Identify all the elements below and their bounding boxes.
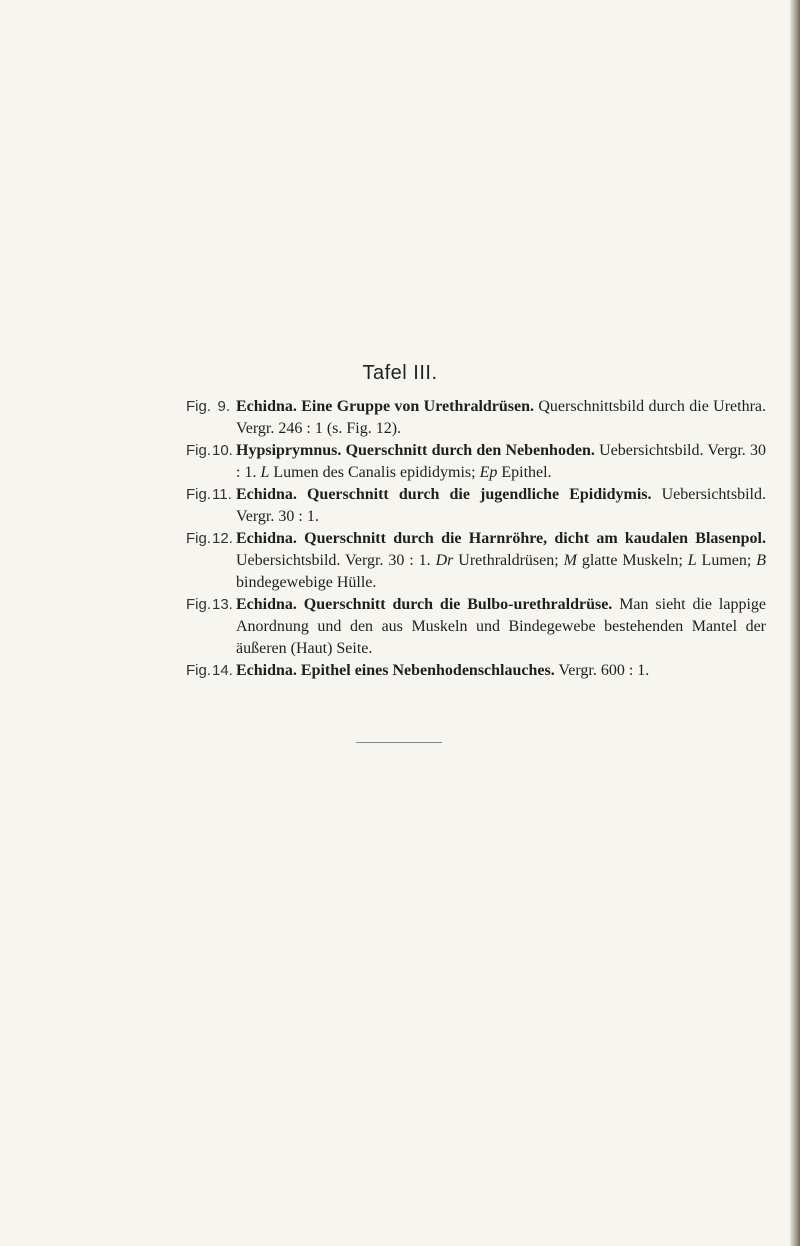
- plate-title: Tafel III.: [362, 362, 438, 384]
- figure-number: [186, 396, 230, 418]
- caption-body: Lumen;: [696, 552, 757, 569]
- figure-caption: [186, 396, 766, 440]
- caption-body: Uebersichtsbild. Vergr. 30 : 1.: [236, 442, 767, 481]
- caption-heading: Echidna. Querschnitt durch die jugendliche Epididymis.: [236, 486, 652, 503]
- figure-index: 14.: [212, 662, 233, 679]
- figure-index: 13.: [212, 596, 233, 613]
- caption-symbol: L: [687, 552, 697, 569]
- caption-body: Uebersichtsbild. Vergr. 30 : 1.: [236, 486, 766, 525]
- caption-heading: Hypsiprymnus. Querschnitt durch den Nebenhoden.: [236, 442, 595, 459]
- caption-text: [236, 594, 766, 660]
- figure-label: Fig.: [186, 530, 212, 547]
- figure-number: [186, 594, 233, 616]
- caption-body: glatte Muskeln;: [576, 552, 688, 569]
- figure-label: Fig.: [186, 662, 212, 679]
- figure-number: [186, 660, 233, 682]
- caption-body: Querschnittsbild durch die Urethra. Vergr. 246 : 1 (s. Fig. 12).: [236, 398, 766, 437]
- figure-caption: [186, 484, 766, 528]
- caption-heading: Echidna. Epithel eines Nebenhodenschlauches.: [236, 662, 555, 679]
- figure-label: Fig.: [186, 398, 212, 415]
- figure-captions-list: [186, 396, 766, 682]
- figure-number: [186, 484, 230, 506]
- caption-symbol: M: [563, 552, 577, 569]
- figure-index: 9.: [217, 398, 230, 415]
- divider-rule: [356, 742, 442, 743]
- caption-body: Lumen des Canalis epididymis;: [269, 464, 480, 481]
- caption-heading: Echidna. Querschnitt durch die Bulbo-urethraldrüse.: [236, 596, 613, 613]
- figure-caption: [186, 528, 766, 594]
- caption-text: [236, 440, 766, 484]
- caption-body: Epithel.: [497, 464, 552, 481]
- caption-heading: Echidna. Querschnitt durch die Harnröhre, dicht am kaudalen Blasenpol.: [236, 530, 766, 547]
- caption-body: Man sieht die lappige Anordnung und den aus Muskeln und Bindegewebe bestehenden Mantel der äußeren (Haut) Seite.: [236, 596, 767, 657]
- caption-text: [236, 396, 766, 440]
- figure-index: 11.: [212, 486, 232, 503]
- figure-caption: [186, 440, 766, 484]
- caption-body: Urethraldrüsen;: [453, 552, 564, 569]
- figure-number: [186, 440, 233, 462]
- caption-text: [236, 484, 766, 528]
- caption-symbol: Ep: [479, 464, 498, 481]
- figure-caption: [186, 594, 766, 660]
- caption-symbol: L: [260, 464, 270, 481]
- caption-heading: Echidna. Eine Gruppe von Urethraldrüsen.: [236, 398, 535, 415]
- figure-caption: [186, 660, 766, 682]
- caption-symbol: B: [756, 552, 767, 569]
- caption-text: [236, 660, 766, 682]
- caption-body: Uebersichtsbild. Vergr. 30 : 1.: [236, 552, 436, 569]
- figure-index: 10.: [212, 442, 233, 459]
- figure-label: Fig.: [186, 486, 212, 503]
- caption-body: Vergr. 600 : 1.: [554, 662, 650, 679]
- caption-body: bindegewebige Hülle.: [236, 574, 377, 591]
- page-edge-shadow: [790, 0, 800, 1246]
- figure-label: Fig.: [186, 442, 212, 459]
- caption-text: [236, 528, 766, 594]
- figure-index: 12.: [212, 530, 233, 547]
- figure-number: [186, 528, 233, 550]
- figure-label: Fig.: [186, 596, 212, 613]
- caption-symbol: Dr: [435, 552, 454, 569]
